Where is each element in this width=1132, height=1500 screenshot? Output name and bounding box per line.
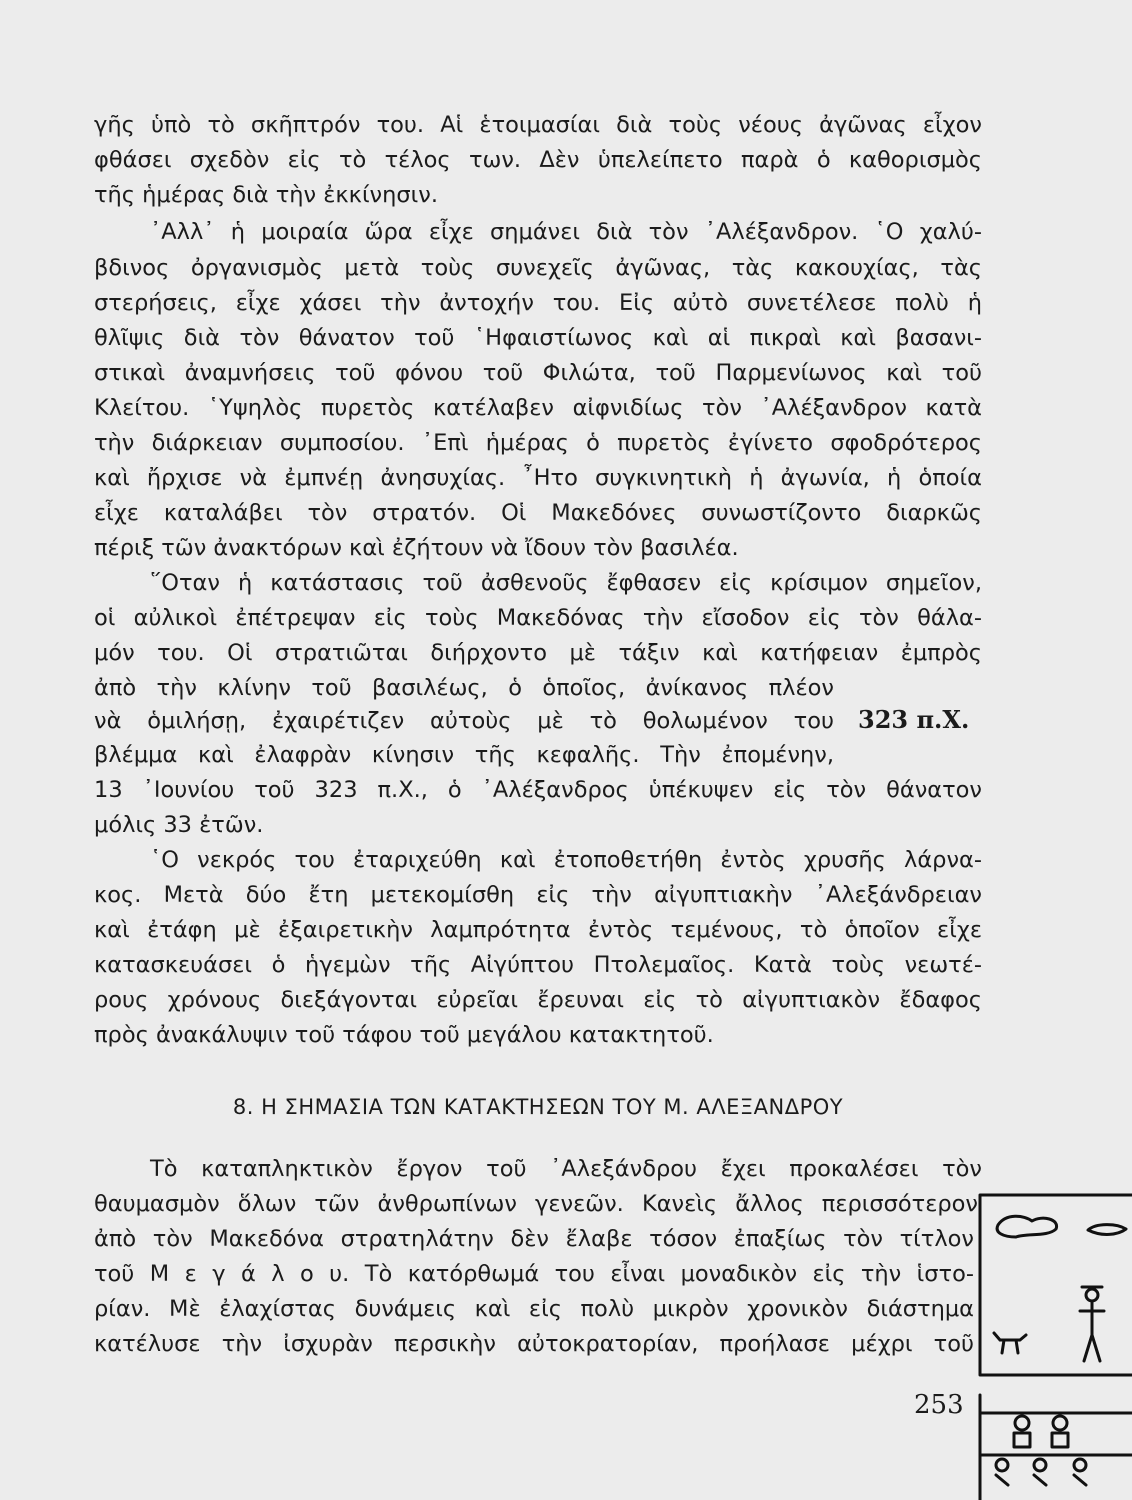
- text-line: μόλις 33 ἐτῶν.: [94, 812, 264, 838]
- text-line: φθάσει σχεδὸν εἰς τὸ τέλος των. Δὲν ὑπελείπετο παρὰ ὁ καθορισμὸς: [94, 147, 982, 173]
- text-line: τῆς ἡμέρας διὰ τὴν ἐκκίνησιν.: [94, 182, 438, 208]
- text-line: ρίαν. Μὲ ἐλαχίστας δυνάμεις καὶ εἰς πολὺ μικρὸν χρονικὸν διάστημα: [94, 1296, 974, 1322]
- text-line: κος. Μετὰ δύο ἔτη μετεκομίσθη εἰς τὴν αἰγυπτιακὴν ᾿Αλεξάνδρειαν: [94, 882, 982, 908]
- text-line: νὰ ὁμιλήσῃ, ἐχαιρέτιζεν αὐτοὺς μὲ τὸ θολωμένον του: [94, 708, 834, 734]
- text-line: ῞Οταν ἡ κατάστασις τοῦ ἀσθενοῦς ἔφθασεν εἰς κρίσιμον σημεῖον,: [150, 570, 982, 596]
- text-line: εἶχε καταλάβει τὸν στρατόν. Οἱ Μακεδόνες συνωστίζοντο διαρκῶς: [94, 500, 982, 526]
- text-line: βλέμμα καὶ ἐλαφρὰν κίνησιν τῆς κεφαλῆς. Τὴν ἐπομένην,: [94, 742, 834, 768]
- margin-date: 323 π.Χ.: [858, 705, 970, 734]
- text-line: καὶ ἐτάφη μὲ ἐξαιρετικὴν λαμπρότητα ἐντὸς τεμένους, τὸ ὁποῖον εἶχε: [94, 917, 982, 943]
- text-line: πέριξ τῶν ἀνακτόρων καὶ ἐζήτουν νὰ ἴδουν τὸν βασιλέα.: [94, 535, 739, 561]
- text-line: κατέλυσε τὴν ἰσχυρὰν περσικὴν αὐτοκρατορίαν, προήλασε μέχρι τοῦ: [94, 1331, 974, 1357]
- text-line: ῾Ο νεκρός του ἐταριχεύθη καὶ ἐτοποθετήθη ἐντὸς χρυσῆς λάρνα-: [150, 847, 982, 873]
- text-line: θλῖψις διὰ τὸν θάνατον τοῦ ῾Ηφαιστίωνος καὶ αἱ πικραὶ καὶ βασανι-: [94, 325, 982, 351]
- page-number: 253: [914, 1390, 964, 1420]
- text-line: Κλείτου. ῾Υψηλὸς πυρετὸς κατέλαβεν αἰφνιδίως τὸν ᾿Αλέξανδρον κατὰ: [94, 395, 982, 421]
- text-line: κατασκευάσει ὁ ἡγεμὼν τῆς Αἰγύπτου Πτολεμαῖος. Κατὰ τοὺς νεωτέ-: [94, 952, 982, 978]
- text-line: ἀπὸ τὸν Μακεδόνα στρατηλάτην δὲν ἔλαβε τόσον ἐπαξίως τὸν τίτλον: [94, 1226, 974, 1252]
- text-line: τοῦ Μ ε γ ά λ ο υ. Τὸ κατόρθωμά του εἶναι μοναδικὸν εἰς τὴν ἱστο-: [94, 1261, 974, 1287]
- text-line: μόν του. Οἱ στρατιῶται διήρχοντο μὲ τάξιν καὶ κατήφειαν ἐμπρὸς: [94, 640, 982, 666]
- text-line: 13 ᾿Ιουνίου τοῦ 323 π.Χ., ὁ ᾿Αλέξανδρος ὑπέκυψεν εἰς τὸν θάνατον: [94, 777, 982, 803]
- text-line: βδινος ὀργανισμὸς μετὰ τοὺς συνεχεῖς ἀγῶνας, τὰς κακουχίας, τὰς: [94, 255, 982, 281]
- text-line: γῆς ὑπὸ τὸ σκῆπτρόν του. Αἱ ἑτοιμασίαι διὰ τοὺς νέους ἀγῶνας εἶχον: [94, 112, 982, 138]
- text-line: στικαὶ ἀναμνήσεις τοῦ φόνου τοῦ Φιλώτα, τοῦ Παρμενίωνος καὶ τοῦ: [94, 360, 982, 386]
- text-line: ᾿Αλλ᾿ ἡ μοιραία ὥρα εἶχε σημάνει διὰ τὸν ᾿Αλέξανδρον. ῾Ο χαλύ-: [150, 219, 982, 245]
- text-line: πρὸς ἀνακάλυψιν τοῦ τάφου τοῦ μεγάλου κατακτητοῦ.: [94, 1022, 714, 1048]
- text-line: θαυμασμὸν ὅλων τῶν ἀνθρωπίνων γενεῶν. Κανεὶς ἄλλος περισσότερον: [94, 1191, 978, 1217]
- text-line: οἱ αὐλικοὶ ἐπέτρεψαν εἰς τοὺς Μακεδόνας τὴν εἴσοδον εἰς τὸν θάλα-: [94, 605, 982, 631]
- text-line: ἀπὸ τὴν κλίνην τοῦ βασιλέως, ὁ ὁποῖος, ἀνίκανος πλέον: [94, 675, 834, 701]
- text-line: ρους χρόνους διεξάγονται εὐρεῖαι ἔρευναι εἰς τὸ αἰγυπτιακὸν ἔδαφος: [94, 987, 982, 1013]
- text-line: Τὸ καταπληκτικὸν ἔργον τοῦ ᾿Αλεξάνδρου ἔχει προκαλέσει τὸν: [150, 1156, 982, 1182]
- text-line: στερήσεις, εἶχε χάσει τὴν ἀντοχήν του. Εἰς αὐτὸ συνετέλεσε πολὺ ἡ: [94, 290, 982, 316]
- text-line: καὶ ἤρχισε νὰ ἐμπνέῃ ἀνησυχίας. ῏Ητο συγκινητικὴ ἡ ἀγωνία, ἡ ὁποία: [94, 465, 982, 491]
- section-heading: 8. Η ΣΗΜΑΣΙΑ ΤΩΝ ΚΑΤΑΚΤΗΣΕΩΝ ΤΟΥ Μ. ΑΛΕΞΑΝΔΡΟΥ: [232, 1095, 844, 1119]
- text-line: τὴν διάρκειαν συμποσίου. ᾿Επὶ ἡμέρας ὁ πυρετὸς ἐγίνετο σφοδρότερος: [94, 430, 982, 456]
- margin-doodle: [976, 1185, 1132, 1500]
